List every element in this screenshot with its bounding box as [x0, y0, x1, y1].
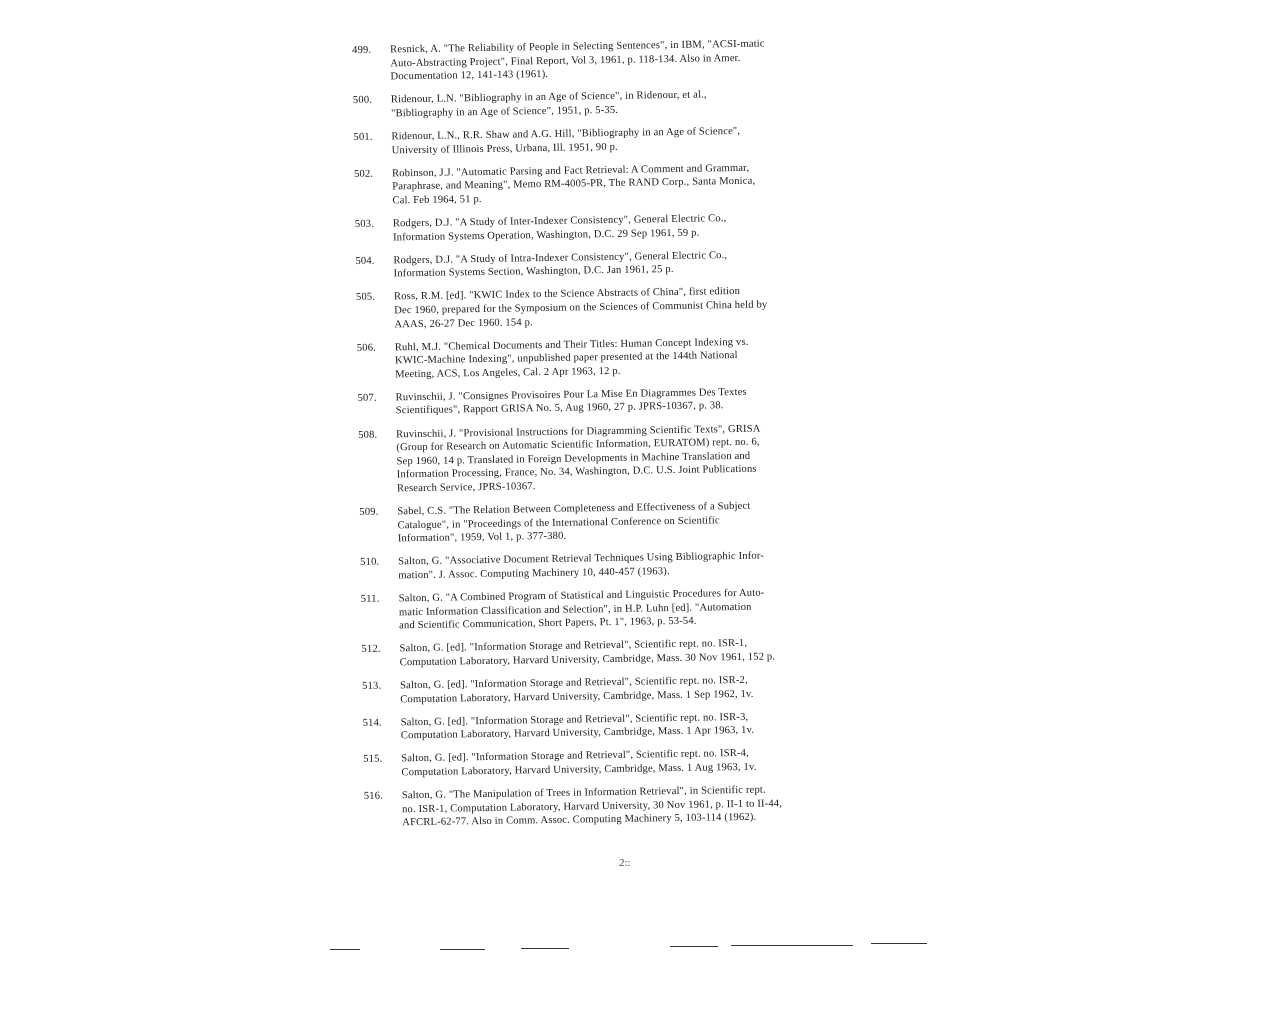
reference-text-line: (Group for Research on Automatic Scientific Information, EURATOM) rept. no. 6,: [396, 436, 760, 454]
page-number: 2::: [619, 857, 631, 869]
reference-number: 505.: [355, 291, 376, 304]
reference-text-line: University of Illinois Press, Urbana, Ill. 1951, 90 p.: [391, 141, 618, 156]
reference-text-line: Documentation 12, 141-143 (1961).: [390, 69, 549, 83]
reference-number: 503.: [354, 218, 375, 230]
reference-text-line: Rodgers, D.J. "A Study of Inter-Indexer Consistency", General Electric Co.,: [392, 213, 727, 230]
reference-number: 508.: [358, 429, 378, 441]
reference-text-line: Computation Laboratory, Harvard University, Cambridge, Mass. 1 Sep 1962, 1v.: [400, 688, 754, 705]
reference-text-line: Resnick, A. "The Reliability of People in Selecting Sentences", in IBM, "ACSI-matic: [390, 38, 765, 56]
reference-text-line: Catalogue", in "Proceedings of the International Conference on Scientific: [397, 514, 720, 531]
reference-text-line: Ruvinschii, J. "Provisional Instructions for Diagramming Scientific Texts", GRISA: [396, 423, 761, 440]
reference-text-line: Sep 1960, 14 p. Translated in Foreign Developments in Machine Translation and: [396, 450, 751, 468]
reference-text-line: Ruhl, M.J. "Chemical Documents and Their Titles: Human Concept Indexing vs.: [394, 336, 749, 353]
reference-text-line: Research Service, JPRS-10367.: [396, 481, 536, 495]
reference-text-line: Salton, G. [ed]. "Information Storage and Retrieval", Scientific rept. no. ISR-4,: [401, 748, 749, 765]
reference-text-line: KWIC-Machine Indexing", unpublished paper presented at the 144th National: [394, 350, 738, 367]
reference-text-line: matic Information Classification and Selection", in H.P. Luhn [ed]. "Automation: [398, 601, 752, 618]
reference-text-line: Paraphrase, and Meaning", Memo RM-4005-PR, The RAND Corp., Santa Monica,: [392, 175, 756, 193]
reference-entry: [364, 781, 905, 830]
reference-number: 510.: [360, 556, 380, 569]
reference-number: 501.: [353, 131, 373, 143]
reference-entry: [356, 283, 897, 332]
reference-text-line: Sabel, C.S. "The Relation Between Completeness and Effectiveness of a Subject: [397, 500, 751, 518]
reference-entry: [353, 86, 893, 122]
reference-entry: [360, 548, 900, 584]
reference-entry: [362, 671, 902, 707]
reference-text-line: mation". J. Assoc. Computing Machinery 10, 440-457 (1963).: [398, 565, 670, 582]
reference-text-line: Salton, G. "A Combined Program of Statistical and Linguistic Procedures for Auto-: [398, 587, 765, 605]
reference-entry: [363, 745, 903, 781]
reference-text-line: Information", 1959, Vol 1, p. 377-380.: [397, 530, 567, 545]
reference-text-line: Ridenour, L.N. "Bibliography in an Age of Science", in Ridenour, et al.,: [390, 89, 707, 106]
reference-number: 511.: [360, 593, 380, 605]
reference-text-line: Information Systems Operation, Washington, D.C. 29 Sep 1961, 59 p.: [392, 227, 700, 243]
scan-artifact-rule: [731, 945, 853, 946]
scan-artifact-rule: [521, 948, 569, 949]
reference-entry: [357, 383, 897, 419]
reference-text-line: Cal. Feb 1964, 51 p.: [392, 193, 482, 207]
reference-entry: [353, 122, 893, 158]
reference-text-line: Rodgers, D.J. "A Study of Intra-Indexer Consistency", General Electric Co.,: [393, 249, 728, 267]
reference-number: 514.: [362, 717, 382, 729]
reference-text-line: Robinson, J.J. "Automatic Parsing and Fact Retrieval: A Comment and Grammar,: [391, 162, 750, 180]
reference-text-line: no. ISR-1, Computation Laboratory, Harvard University, 30 Nov 1961, p. II-1 to II-44,: [401, 797, 783, 815]
reference-text-line: Salton, G. [ed]. "Information Storage and Retrieval", Scientific rept. no. ISR-3,: [400, 711, 749, 728]
reference-text-line: Computation Laboratory, Harvard University, Cambridge, Mass. 30 Nov 1961, 152 p.: [399, 651, 776, 669]
reference-entry: [352, 36, 893, 85]
reference-text-line: Scientifiques", Rapport GRISA No. 5, Aug 1960, 27 p. JPRS-10367, p. 38.: [395, 400, 724, 417]
reference-text-line: Computation Laboratory, Harvard University, Cambridge, Mass. 1 Apr 1963, 1v.: [400, 725, 755, 742]
reference-entry: [361, 584, 902, 633]
reference-entry: [363, 708, 903, 744]
reference-text-line: Meeting, ACS, Los Angeles, Cal. 2 Apr 1963, 12 p.: [395, 365, 621, 381]
reference-number: 504.: [355, 255, 375, 267]
reference-text-line: Ruvinschii, J. "Consignes Provisoires Pour La Mise En Diagrammes Des Textes: [395, 386, 747, 404]
reference-list: [352, 36, 904, 841]
reference-number: 499.: [352, 44, 372, 56]
reference-number: 509.: [359, 506, 379, 518]
reference-number: 500.: [352, 94, 373, 107]
reference-entry: [361, 635, 901, 671]
reference-entry: [355, 246, 895, 282]
scan-artifact-rule: [330, 949, 360, 950]
reference-text-line: "Bibliography in an Age of Science", 1951, p. 5-35.: [391, 104, 619, 120]
reference-number: 507.: [357, 392, 377, 404]
reference-text-line: Salton, G. "The Manipulation of Trees in Information Retrieval", in Scientific rept.: [401, 784, 766, 802]
reference-text-line: Salton, G. [ed]. "Information Storage and Retrieval", Scientific rept. no. ISR-2,: [400, 674, 748, 692]
reference-text-line: AFCRL-62-77. Also in Comm. Assoc. Computing Machinery 5, 103-114 (1962).: [402, 811, 757, 829]
reference-number: 512.: [361, 643, 381, 656]
reference-text-line: Information Systems Section, Washington, D.C. Jan 1961, 25 p.: [393, 264, 674, 280]
reference-text-line: Information Processing, France, No. 34, Washington, D.C. U.S. Joint Publications: [396, 464, 757, 481]
reference-text-line: Auto-Abstracting Project", Final Report, Vol 3, 1961, p. 118-134. Also in Amer.: [390, 52, 741, 69]
reference-number: 506.: [356, 342, 377, 354]
reference-entry: [357, 333, 898, 382]
reference-text-line: Salton, G. [ed]. "Information Storage and Retrieval", Scientific rept. no. ISR-1,: [399, 638, 748, 655]
reference-number: 513.: [362, 680, 382, 692]
reference-entry: [358, 420, 899, 496]
reference-text-line: Salton, G. "Associative Document Retrieval Techniques Using Bibliographic Infor-: [398, 550, 765, 568]
scan-artifact-rule: [440, 949, 485, 950]
reference-text-line: and Scientific Communication, Short Papers, Pt. 1", 1963, p. 53-54.: [399, 615, 697, 632]
reference-text-line: AAAS, 26-27 Dec 1960. 154 p.: [394, 316, 533, 330]
reference-text-line: Dec 1960, prepared for the Symposium on the Sciences of Communist China held by: [394, 299, 768, 317]
reference-number: 502.: [353, 168, 374, 180]
scan-artifact-rule: [871, 943, 927, 944]
scan-artifact-rule: [670, 946, 718, 947]
reference-text-line: Ridenour, L.N., R.R. Shaw and A.G. Hill, "Bibliography in an Age of Science",: [391, 125, 741, 143]
reference-entry: [354, 159, 895, 208]
reference-number: 516.: [363, 790, 384, 802]
reference-number: 515.: [363, 753, 383, 766]
reference-text-line: Computation Laboratory, Harvard University, Cambridge, Mass. 1 Aug 1963, 1v.: [401, 761, 757, 779]
reference-entry: [355, 209, 895, 245]
reference-text-line: Ross, R.M. [ed]. "KWIC Index to the Science Abstracts of China", first edition: [393, 286, 741, 303]
reference-entry: [359, 497, 900, 546]
